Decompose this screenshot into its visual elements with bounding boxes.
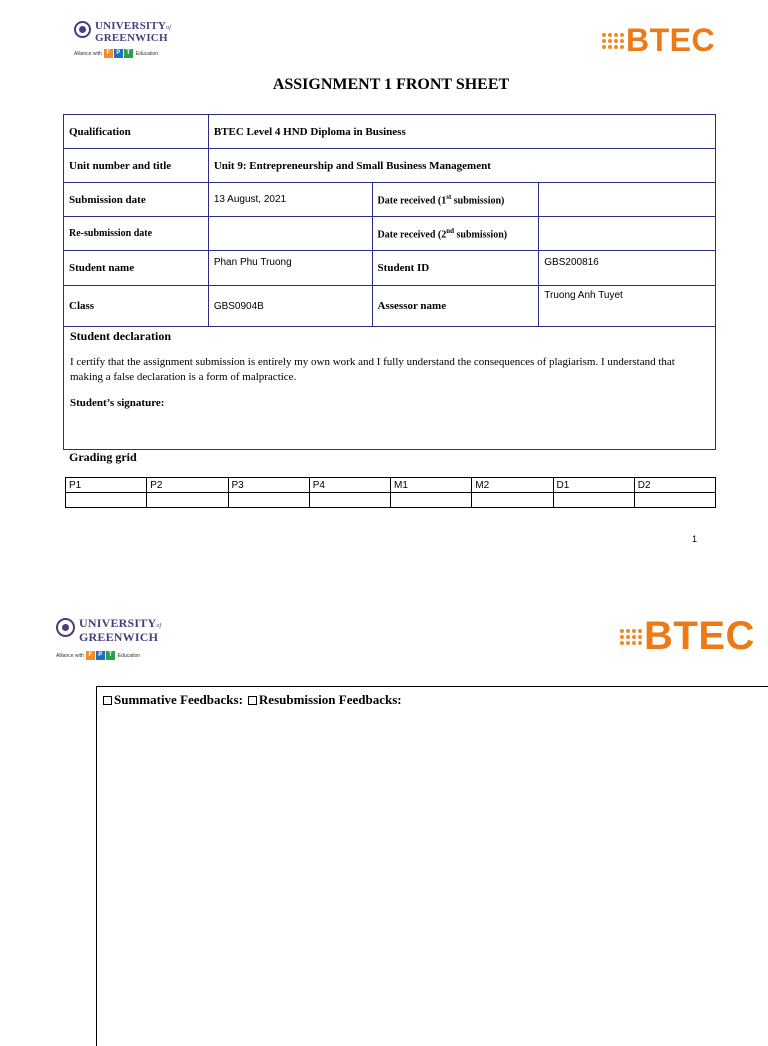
university-line2: GREENWICH: [79, 630, 159, 644]
alliance-prefix: Alliance with: [56, 652, 84, 659]
grade-header-p2: P2: [147, 478, 228, 493]
qualification-value: BTEC Level 4 HND Diploma in Business: [208, 115, 715, 149]
university-of: of: [166, 25, 172, 31]
date-received-2-value: [539, 217, 716, 251]
btec-logo: [602, 22, 715, 59]
resubmission-date-label: Re-submission date: [64, 217, 209, 251]
grade-header-d1: D1: [553, 478, 634, 493]
btec-dots-icon: [620, 629, 642, 645]
university-logo: [74, 21, 171, 58]
date-received-2-label: Date received (2nd submission): [372, 217, 539, 251]
unit-value: Unit 9: Entrepreneurship and Small Business Management: [208, 149, 715, 183]
student-id-label: Student ID: [372, 251, 539, 286]
qualification-label: Qualification: [64, 115, 209, 149]
btec-wordmark: BTEC: [626, 22, 716, 58]
university-line1: UNIVERSITY: [95, 20, 167, 32]
grade-cell: [147, 493, 228, 508]
fpt-letter-f: F: [104, 49, 113, 58]
submission-date-value: 13 August, 2021: [208, 183, 372, 217]
resubmission-feedback-label: Resubmission Feedbacks:: [258, 692, 402, 707]
btec-logo-page2: [620, 614, 755, 659]
grade-header-p4: P4: [309, 478, 390, 493]
university-of: of: [156, 623, 162, 629]
alliance-line: [74, 49, 171, 58]
fpt-letter-t: T: [106, 651, 115, 660]
grade-cell: [472, 493, 553, 508]
grading-grid-value-row: [66, 493, 716, 508]
declaration-box: [63, 326, 716, 450]
university-line1: UNIVERSITY: [79, 616, 157, 630]
front-sheet-table: [63, 114, 716, 327]
grading-grid-table: [65, 477, 716, 508]
resubmission-date-value: [208, 217, 372, 251]
class-value: GBS0904B: [208, 286, 372, 327]
student-name-label: Student name: [64, 251, 209, 286]
alliance-suffix: Education: [135, 50, 159, 57]
declaration-title: Student declaration: [70, 329, 172, 343]
unit-label: Unit number and title: [64, 149, 209, 183]
resubmission-checkbox-icon[interactable]: [248, 696, 257, 705]
student-id-value: GBS200816: [539, 251, 716, 286]
declaration-text: I certify that the assignment submission is entirely my own work and I fully understand the consequences of plagiarism. I understand that making a false declaration is a form of malpractice.: [70, 356, 675, 383]
grade-header-m2: M2: [472, 478, 553, 493]
alliance-prefix: Alliance with: [74, 50, 102, 57]
fpt-letter-f: F: [86, 651, 95, 660]
fpt-letter-p: P: [96, 651, 105, 660]
page-number: 1: [692, 534, 698, 544]
page-title: ASSIGNMENT 1 FRONT SHEET: [272, 76, 510, 93]
fpt-logo-icon: [86, 651, 116, 660]
summative-checkbox-icon[interactable]: [103, 696, 112, 705]
university-logo-page2: [56, 618, 161, 660]
date-received-1-label: Date received (1st submission): [372, 183, 539, 217]
grade-header-m1: M1: [391, 478, 472, 493]
alliance-suffix: Education: [117, 652, 141, 659]
grade-cell: [66, 493, 147, 508]
feedback-header: [103, 692, 402, 708]
greenwich-crest-icon: [74, 21, 91, 38]
grade-cell: [309, 493, 390, 508]
grading-grid-label: Grading grid: [69, 450, 137, 464]
fpt-letter-p: P: [114, 49, 123, 58]
fpt-logo-icon: [104, 49, 134, 58]
greenwich-crest-icon: [56, 618, 75, 637]
fpt-letter-t: T: [124, 49, 133, 58]
btec-dots-icon: [602, 33, 624, 49]
grading-grid-header-row: [66, 478, 716, 493]
grade-cell: [228, 493, 309, 508]
btec-wordmark: BTEC: [644, 614, 755, 658]
assessor-label: Assessor name: [372, 286, 539, 327]
feedback-box: [96, 686, 768, 1046]
grade-header-d2: D2: [634, 478, 715, 493]
grade-cell: [553, 493, 634, 508]
assessor-value: Truong Anh Tuyet: [539, 286, 716, 327]
summative-feedback-label: Summative Feedbacks:: [114, 692, 243, 707]
class-label: Class: [64, 286, 209, 327]
submission-date-label: Submission date: [64, 183, 209, 217]
grade-cell: [634, 493, 715, 508]
grade-header-p3: P3: [228, 478, 309, 493]
student-name-value: Phan Phu Truong: [208, 251, 372, 286]
grade-cell: [391, 493, 472, 508]
grade-header-p1: P1: [66, 478, 147, 493]
university-line2: GREENWICH: [95, 32, 168, 44]
alliance-line: [56, 651, 161, 660]
signature-label: Student’s signature:: [70, 397, 165, 409]
date-received-1-value: [539, 183, 716, 217]
